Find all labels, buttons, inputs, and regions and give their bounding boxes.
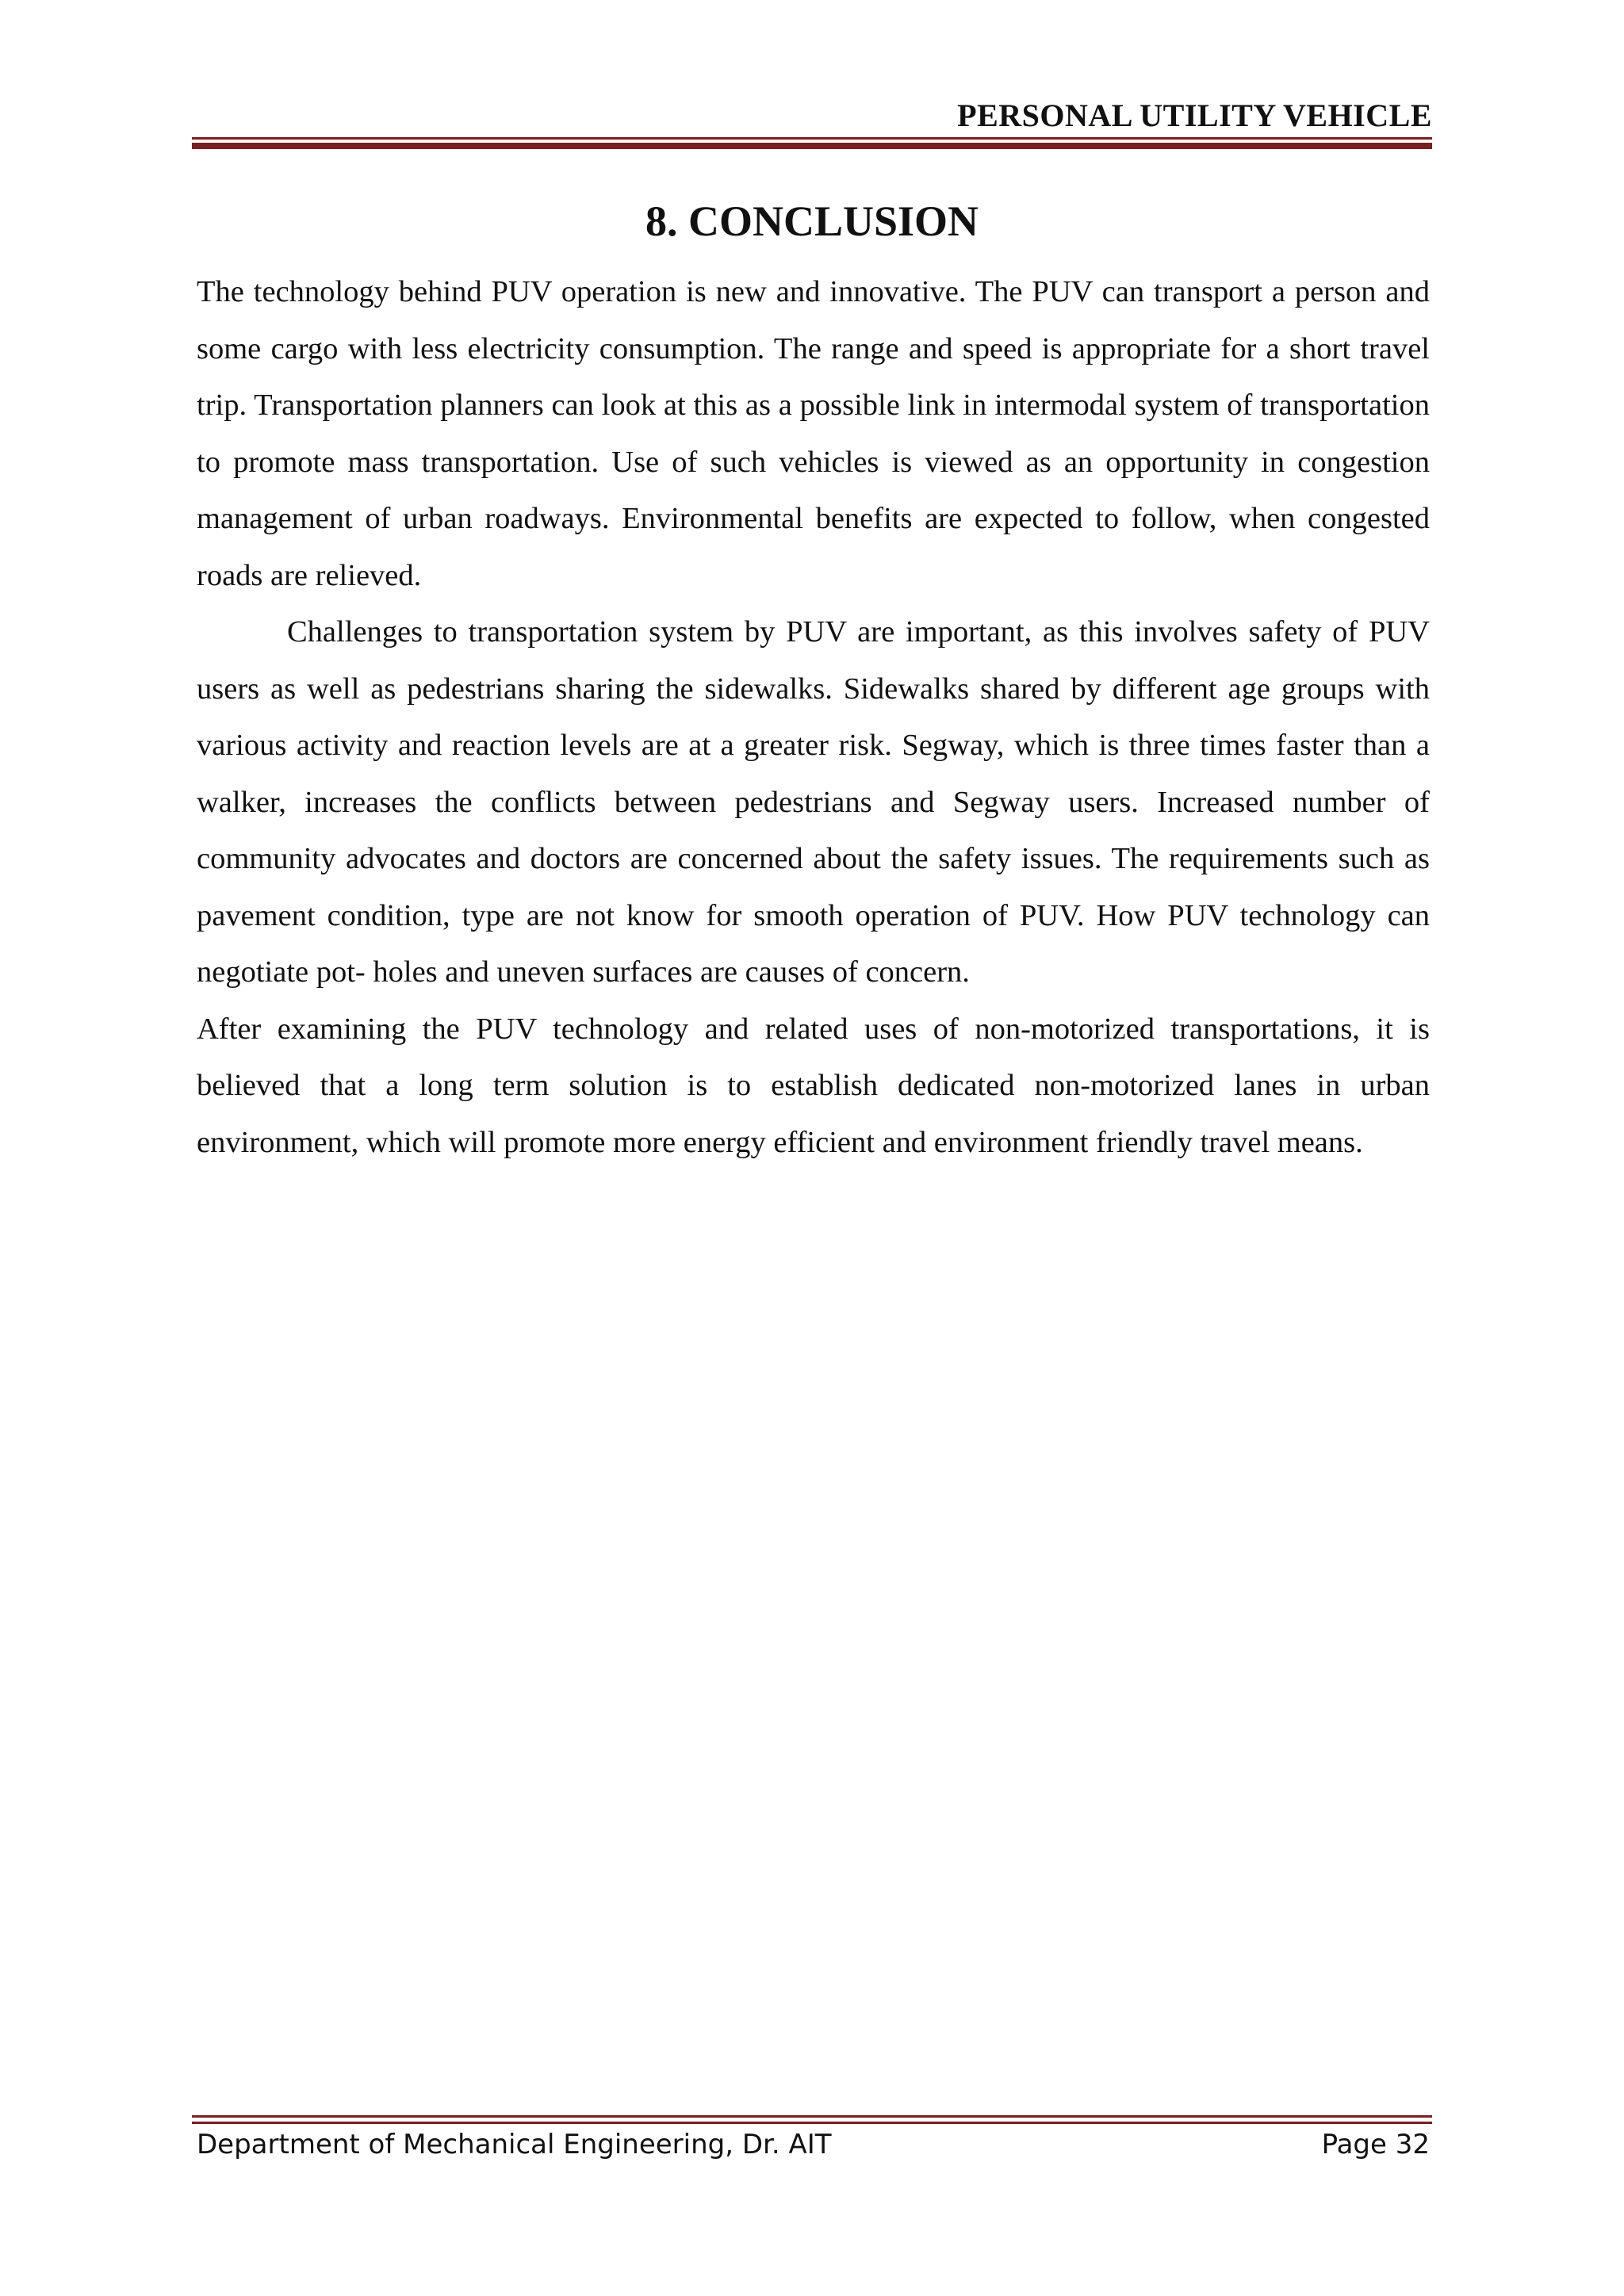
paragraph-1: The technology behind PUV operation is new and innovative. The PUV can transport a person and some cargo with less electricity consumption. The range and speed is appropriate for a short travel trip. Transportation planners can look at this as a possible link in intermodal system of transportation to promote mass transportation. Use of such vehicles is viewed as an opportunity in congestion management of urban roadways. Environmental benefits are expected to follow, when congested roads are relieved. [197,275,1430,592]
footer-page-number: Page 32 [1321,2129,1430,2160]
footer-rule-thin-2 [192,2122,1432,2124]
footer-department: Department of Mechanical Engineering, Dr. AIT [197,2129,832,2160]
paragraph-2: Challenges to transportation system by PUV are important, as this involves safety of PUV users as well as pedestrians sharing the sidewalks. Sidewalks shared by different age groups with various activity and reaction levels are at a greater risk. Segway, which is three times faster than a walker, increases the conflicts between pedestrians and Segway users. Increased number of community advocates and doctors are concerned about the safety issues. The requirements such as pavement condition, type are not know for smooth operation of PUV. How PUV technology can negotiate pot- holes and uneven surfaces are causes of concern. [197,615,1430,989]
paragraph-3: After examining the PUV technology and related uses of non-motorized transportations, it is believed that a long term solution is to establish dedicated non-motorized lanes in urban environment, which will promote more energy efficient and environment friendly travel means. [197,1012,1430,1159]
body-text [197,264,1430,1171]
footer-rule-thin [192,2115,1432,2118]
chapter-title: 8. CONCLUSION [645,197,979,245]
header-rule-thick [192,143,1432,149]
header-rule-thin [192,137,1432,140]
running-header-title: PERSONAL UTILITY VEHICLE [957,98,1432,133]
